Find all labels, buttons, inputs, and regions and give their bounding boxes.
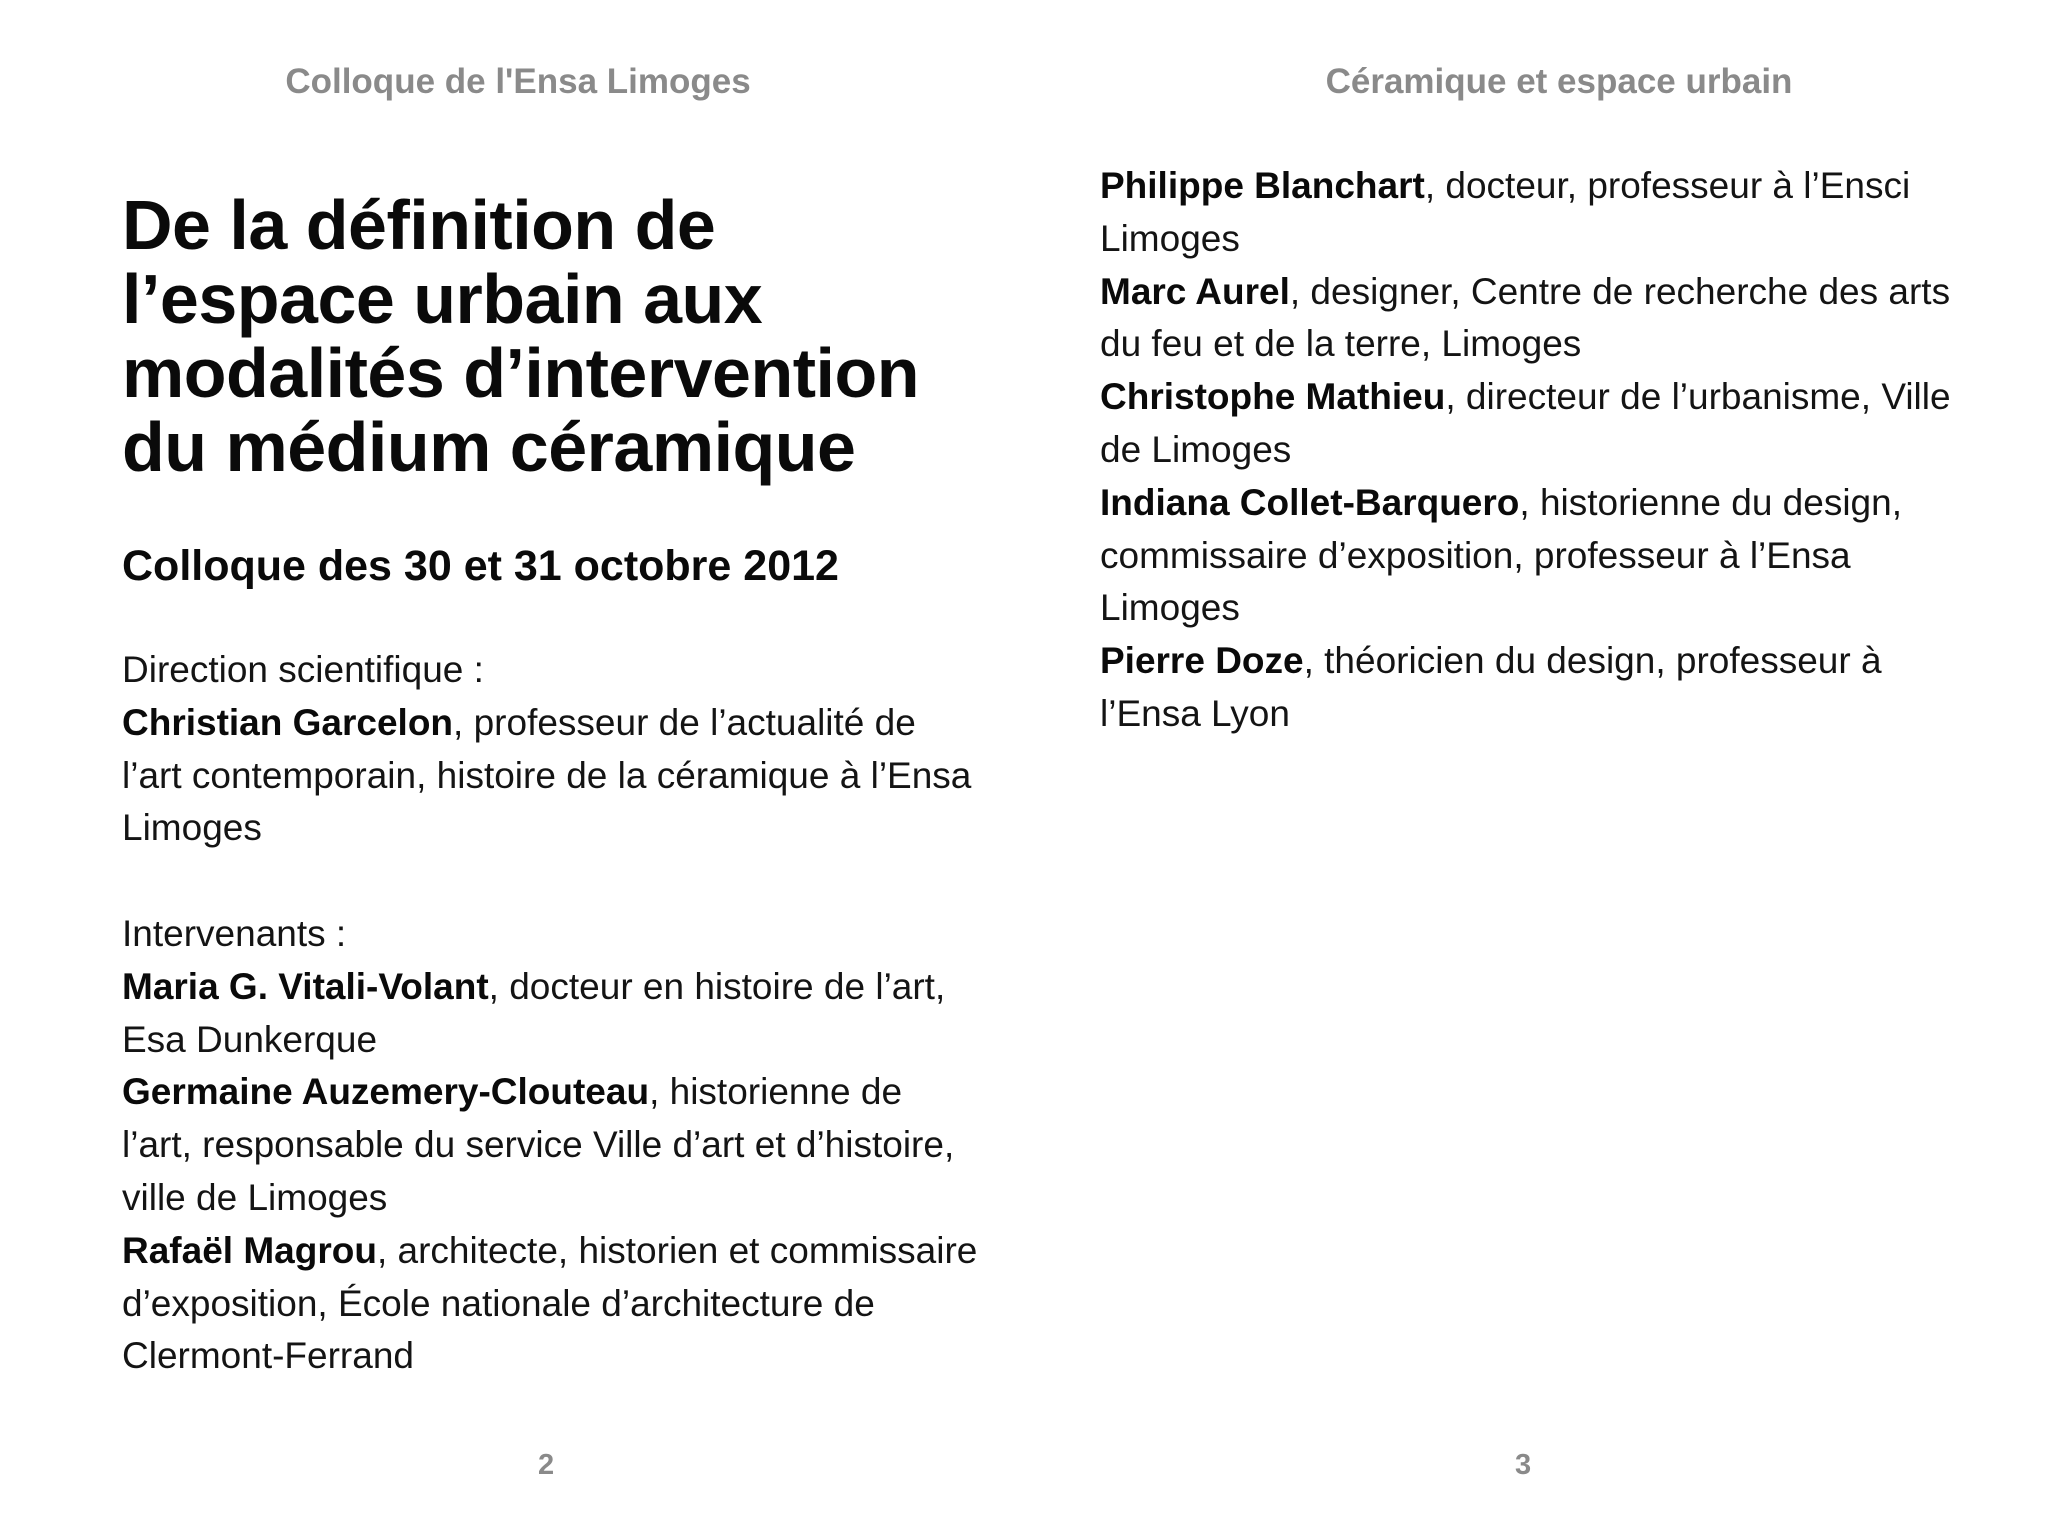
person-name: Germaine Auzemery-Clouteau xyxy=(122,1071,650,1113)
left-page-content xyxy=(122,188,982,1383)
person-description: , docteur, professeur à l’Ensci Limoges xyxy=(1100,165,1911,259)
person-name: Marc Aurel xyxy=(1100,270,1290,312)
scientific-direction-section xyxy=(122,644,982,855)
colloquium-dates: Colloque des 30 et 31 octobre 2012 xyxy=(122,542,839,590)
speaker-entry xyxy=(1100,371,1960,477)
person-name: Pierre Doze xyxy=(1100,640,1304,682)
page-number-left: 2 xyxy=(538,1449,555,1481)
speakers-section xyxy=(122,908,982,1383)
person-description: , historienne du design, commissaire d’exposition, professeur à l’Ensa Limoges xyxy=(1100,481,1902,629)
speaker-entry xyxy=(122,1225,982,1383)
speaker-entry xyxy=(1100,635,1960,741)
direction-entry xyxy=(122,697,982,855)
direction-label: Direction scientifique : xyxy=(122,649,484,690)
person-description: , théoricien du design, professeur à l’Ensa Lyon xyxy=(1100,640,1882,734)
person-description: , professeur de l’actualité de l’art contemporain, histoire de la céramique à l’Ensa Limoges xyxy=(122,701,972,849)
person-description: , directeur de l’urbanisme, Ville de Limoges xyxy=(1100,376,1951,470)
page-number-right: 3 xyxy=(1515,1449,1532,1481)
speaker-entry xyxy=(1100,160,1960,266)
person-description: , docteur en histoire de l’art, Esa Dunkerque xyxy=(122,965,946,1060)
person-name: Philippe Blanchart xyxy=(1100,165,1425,206)
running-head-left: Colloque de l'Ensa Limoges xyxy=(285,62,751,101)
document-title: De la définition de l’espace urbain aux modalités d’intervention du médium céramique xyxy=(122,186,919,486)
person-name: Maria G. Vitali-Volant xyxy=(122,965,489,1007)
speaker-entry xyxy=(1100,266,1960,372)
person-name: Christian Garcelon xyxy=(122,701,454,743)
speakers-label: Intervenants : xyxy=(122,912,347,954)
right-page-content xyxy=(1100,160,1960,741)
running-head-right: Céramique et espace urbain xyxy=(1325,62,1793,101)
person-description: , designer, Centre de recherche des arts du feu et de la terre, Limoges xyxy=(1100,270,1951,365)
person-name: Rafaël Magrou xyxy=(122,1229,377,1271)
right-page xyxy=(1024,0,2048,1536)
speaker-entry xyxy=(1100,477,1960,635)
person-name: Indiana Collet-Barquero xyxy=(1100,481,1520,523)
speaker-entry xyxy=(122,1066,982,1224)
person-description: , historienne de l’art, responsable du service Ville d’art et d’histoire, ville de Limoges xyxy=(122,1071,955,1218)
speaker-entry xyxy=(122,961,982,1067)
person-description: , architecte, historien et commissaire d’exposition, École nationale d’architecture de Clermont-Ferrand xyxy=(122,1229,978,1377)
person-name: Christophe Mathieu xyxy=(1100,376,1446,418)
